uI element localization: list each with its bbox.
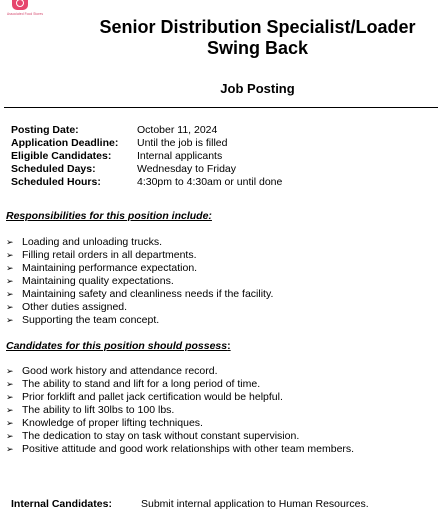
qualifications-list [6, 365, 354, 456]
arrow-bullet-icon: ➢ [6, 289, 14, 299]
list-item-text: Maintaining safety and cleanliness needs if the facility. [22, 288, 274, 300]
responsibilities-heading: Responsibilities for this position include: [6, 210, 212, 222]
list-item [6, 288, 273, 301]
arrow-bullet-icon: ➢ [6, 431, 14, 441]
page-subtitle: Job Posting [220, 81, 295, 96]
internal-candidates-note [11, 498, 369, 511]
arrow-bullet-icon: ➢ [6, 237, 14, 247]
info-label: Eligible Candidates: [11, 150, 112, 162]
info-label: Scheduled Days: [11, 163, 96, 175]
logo-mark-icon [12, 0, 28, 10]
list-item-text: Maintaining quality expectations. [22, 275, 174, 287]
list-item [6, 249, 273, 262]
list-item [6, 404, 354, 417]
title-line-1: Senior Distribution Specialist/Loader [99, 17, 416, 37]
info-value: Until the job is filled [137, 137, 228, 149]
list-item-text: Good work history and attendance record. [22, 365, 218, 377]
arrow-bullet-icon: ➢ [6, 444, 14, 454]
page-title [80, 17, 435, 59]
arrow-bullet-icon: ➢ [6, 263, 14, 273]
company-logo [3, 0, 77, 18]
arrow-bullet-icon: ➢ [6, 418, 14, 428]
list-item [6, 430, 354, 443]
list-item-text: Positive attitude and good work relationships with other team members. [22, 443, 355, 455]
responsibilities-list [6, 236, 273, 327]
qualifications-heading-text: Candidates for this position should possess [6, 340, 228, 352]
list-item [6, 378, 354, 391]
list-item-text: The dedication to stay on task without constant supervision. [22, 430, 300, 442]
qualifications-heading-colon: : [227, 340, 231, 352]
info-value: Internal applicants [137, 150, 223, 162]
info-row-posting-date [11, 124, 282, 137]
list-item [6, 391, 354, 404]
info-row-scheduled-days [11, 163, 282, 176]
list-item [6, 275, 273, 288]
list-item-text: Loading and unloading trucks. [22, 236, 163, 248]
list-item-text: Maintaining performance expectation. [22, 262, 198, 274]
info-label: Scheduled Hours: [11, 176, 101, 188]
list-item [6, 236, 273, 249]
header-divider [4, 107, 438, 108]
arrow-bullet-icon: ➢ [6, 405, 14, 415]
arrow-bullet-icon: ➢ [6, 315, 14, 325]
info-row-scheduled-hours [11, 176, 282, 189]
footer-label: Internal Candidates: [11, 498, 112, 510]
list-item-text: Knowledge of proper lifting techniques. [22, 417, 203, 429]
logo-text: Associated Food Stores [7, 12, 44, 16]
arrow-bullet-icon: ➢ [6, 366, 14, 376]
info-value: Wednesday to Friday [137, 163, 237, 175]
qualifications-heading [6, 340, 231, 353]
list-item [6, 365, 354, 378]
list-item-text: The ability to stand and lift for a long period of time. [22, 378, 261, 390]
list-item-text: Prior forklift and pallet jack certification would be helpful. [22, 391, 283, 403]
arrow-bullet-icon: ➢ [6, 250, 14, 260]
info-value: 4:30pm to 4:30am or until done [137, 176, 283, 188]
list-item [6, 417, 354, 430]
info-label: Application Deadline: [11, 137, 119, 149]
posting-info [11, 124, 282, 189]
arrow-bullet-icon: ➢ [6, 379, 14, 389]
arrow-bullet-icon: ➢ [6, 302, 14, 312]
info-label: Posting Date: [11, 124, 79, 136]
list-item [6, 262, 273, 275]
list-item-text: Other duties assigned. [22, 301, 128, 313]
title-line-2: Swing Back [206, 38, 309, 58]
list-item [6, 314, 273, 327]
list-item [6, 443, 354, 456]
info-value: October 11, 2024 [137, 124, 218, 136]
footer-value: Submit internal application to Human Resources. [141, 498, 369, 510]
info-row-eligible-candidates [11, 150, 282, 163]
list-item-text: Filling retail orders in all departments. [22, 249, 197, 261]
arrow-bullet-icon: ➢ [6, 276, 14, 286]
info-row-application-deadline [11, 137, 282, 150]
list-item [6, 301, 273, 314]
list-item-text: Supporting the team concept. [22, 314, 160, 326]
arrow-bullet-icon: ➢ [6, 392, 14, 402]
list-item-text: The ability to lift 30lbs to 100 lbs. [22, 404, 175, 416]
